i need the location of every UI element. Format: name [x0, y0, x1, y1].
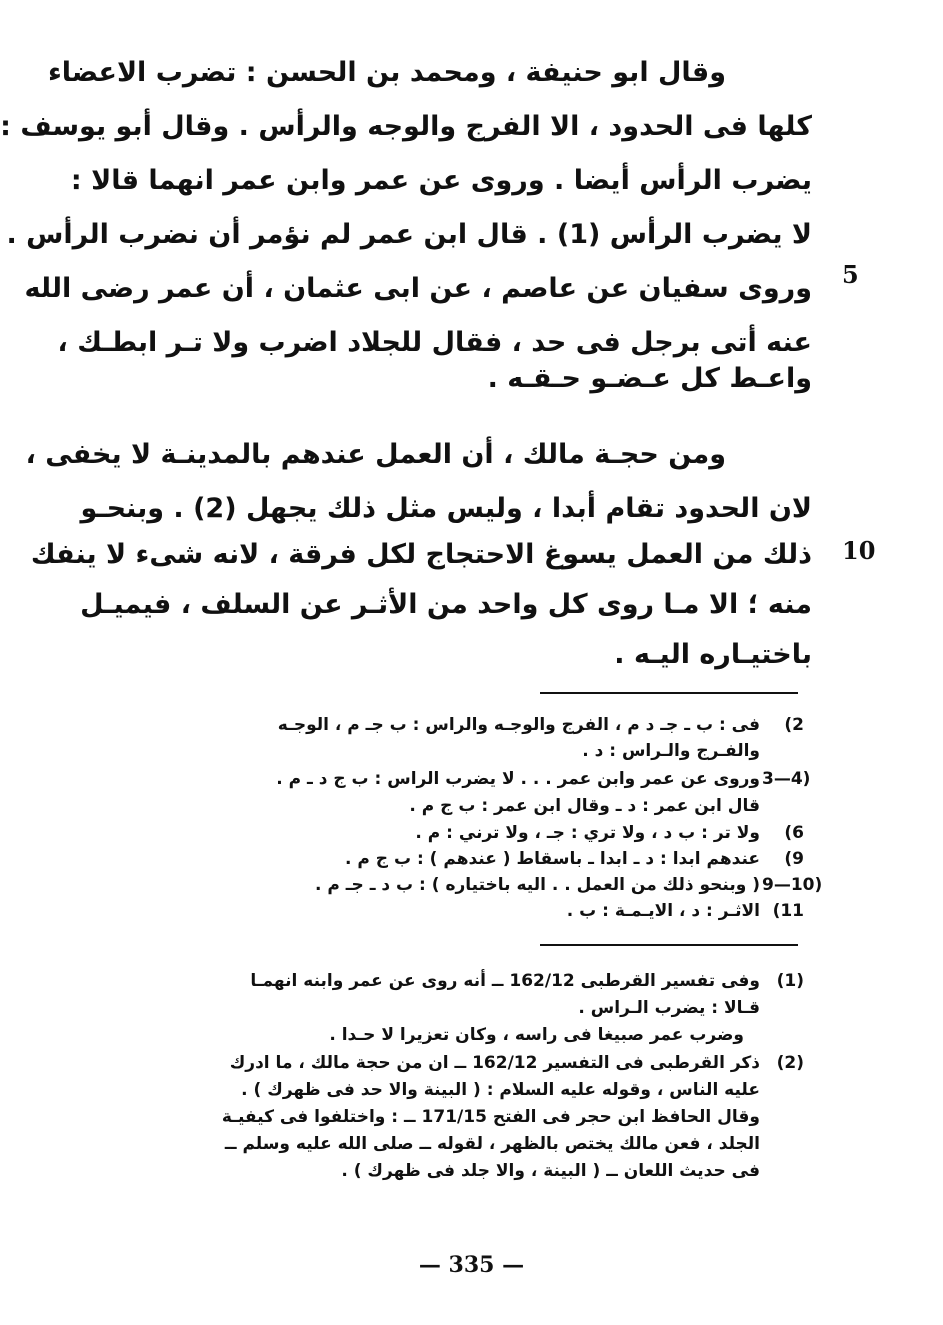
- text-line: وروى سفيان عن عاصم ، عن ابى عثمان ، أن عمر رضى الله: [24, 273, 812, 304]
- footnote-text: وفى تفسير القرطبى 162/12 ــ أنه روى عن عمر وابنه انهمـا: [250, 971, 760, 991]
- variant-text: عندهم ابدا : د ـ ابدا ـ باسقاط ( عندهم ) : ب ج م .: [345, 849, 760, 869]
- text-line: ومن حجـة مالك ، أن العمل عندهم بالمدينـة لا يخفى ،: [25, 439, 726, 470]
- text-line: كلها فى الحدود ، الا الفرج والوجه والرأس . وقال أبو يوسف :: [0, 111, 812, 142]
- variant-text: ولا تر : ب د ، ولا تري : جـ ، ولا ترني : م .: [415, 823, 760, 843]
- footnote-key: (1): [776, 971, 804, 991]
- text-line: ذلك من العمل يسوغ الاحتجاج لكل فرقة ، لانه شىء لا ينفك: [30, 539, 812, 570]
- variant-key: (11: [772, 901, 804, 921]
- footnote-text: قـالا : يضرب الـراس .: [578, 998, 760, 1018]
- variant-text: ( وبنحو ذلك من العمل . . اليه باختياره ) : ب د ـ جـ م .: [314, 875, 760, 895]
- variant-key: (2: [784, 715, 804, 735]
- page-number: — 335 —: [418, 1252, 525, 1278]
- text-line: وقال ابو حنيفة ، ومحمد بن الحسن : تضرب الاعضاء: [47, 57, 726, 88]
- line-number: 5: [842, 260, 859, 289]
- line-number: 10: [842, 536, 876, 565]
- text-line: عنه أتى برجل فى حد ، فقال للجلاد اضرب ولا تـر ابطـك ،: [57, 327, 812, 358]
- variant-text: الاثـر : د ، الايـمـة : ب .: [566, 901, 760, 921]
- text-line: يضرب الرأس أيضا . وروى عن عمر وابن عمر انهما قالا :: [70, 165, 812, 196]
- footnote-entry: [128, 968, 804, 995]
- footnote-text: فى حديث اللعان ــ ( البينة ، والا جلد فى ظهرك ) .: [341, 1161, 760, 1181]
- variant-key: 9—10): [762, 875, 823, 895]
- variant-entry-cont: [128, 738, 804, 765]
- text-line: لا يضرب الرأس (1) . قال ابن عمر لم نؤمر أن نضرب الرأس .: [6, 219, 812, 250]
- variant-text: وروى عن عمر وابن عمر . . . لا يضرب الراس : ب ج د ـ م .: [276, 769, 760, 789]
- variant-entry: [128, 820, 804, 847]
- variant-text: فى : ب ـ جـ د م ، الفرج والوجـه والراس : ب جـ م ، الوجـه: [277, 715, 760, 735]
- footnote-text: وقال الحافظ ابن حجر فى الفتح 171/15 ــ : واختلفوا فى كيفيـة: [221, 1107, 760, 1127]
- text-line: لان الحدود تقام أبدا ، وليس مثل ذلك يجهل (2) . وبنحـو: [80, 493, 812, 524]
- footnote-text: عليه الناس ، وقوله عليه السلام : ( البينة والا حد فى ظهرك ) .: [241, 1080, 760, 1100]
- separator-rule: [540, 692, 798, 694]
- variant-entry: [128, 872, 823, 899]
- footnote-entry-cont: [128, 995, 804, 1022]
- footnote-entry-cont: [128, 1077, 804, 1104]
- variant-entry: [128, 766, 811, 793]
- separator-rule: [540, 944, 798, 946]
- variant-key: 3—4): [762, 769, 811, 789]
- variant-text: والفـرج والـراس : د .: [582, 741, 760, 761]
- text-line: منه ؛ الا مـا روى كل واحد من الأثـر عن السلف ، فيميـل: [80, 589, 812, 620]
- footnote-text: ذكر القرطبى فى التفسير 162/12 ــ ان من حجة مالك ، ما ادرك: [229, 1053, 760, 1073]
- footnote-text: الجلد ، فعن مالك يختص بالظهر ، لقوله ــ صلى الله عليه وسلم ــ: [224, 1134, 760, 1154]
- footnote-entry: [128, 1050, 804, 1077]
- footnote-entry-cont: [128, 1131, 804, 1158]
- text-line: واعـط كل عـضـو حـقـه .: [487, 363, 812, 394]
- variant-text: قال ابن عمر : د ـ وقال ابن عمر : ب ج م .: [409, 796, 760, 816]
- footnote-entry-cont: [128, 1158, 804, 1185]
- text-line: باختيـاره اليـه .: [614, 639, 812, 670]
- variant-entry: [128, 712, 804, 739]
- footnote-key: (2): [776, 1053, 804, 1073]
- variant-entry: [128, 898, 804, 925]
- variant-entry: [128, 846, 804, 873]
- variant-key: (6: [784, 823, 804, 843]
- footnote-text: وضرب عمر صبيغا فى راسه ، وكان تعزيرا لا حـدا .: [329, 1025, 744, 1045]
- footnote-entry-cont: [128, 1104, 804, 1131]
- footnote-entry-cont: [128, 1022, 804, 1049]
- variant-entry-cont: [128, 793, 804, 820]
- variant-key: (9: [784, 849, 804, 869]
